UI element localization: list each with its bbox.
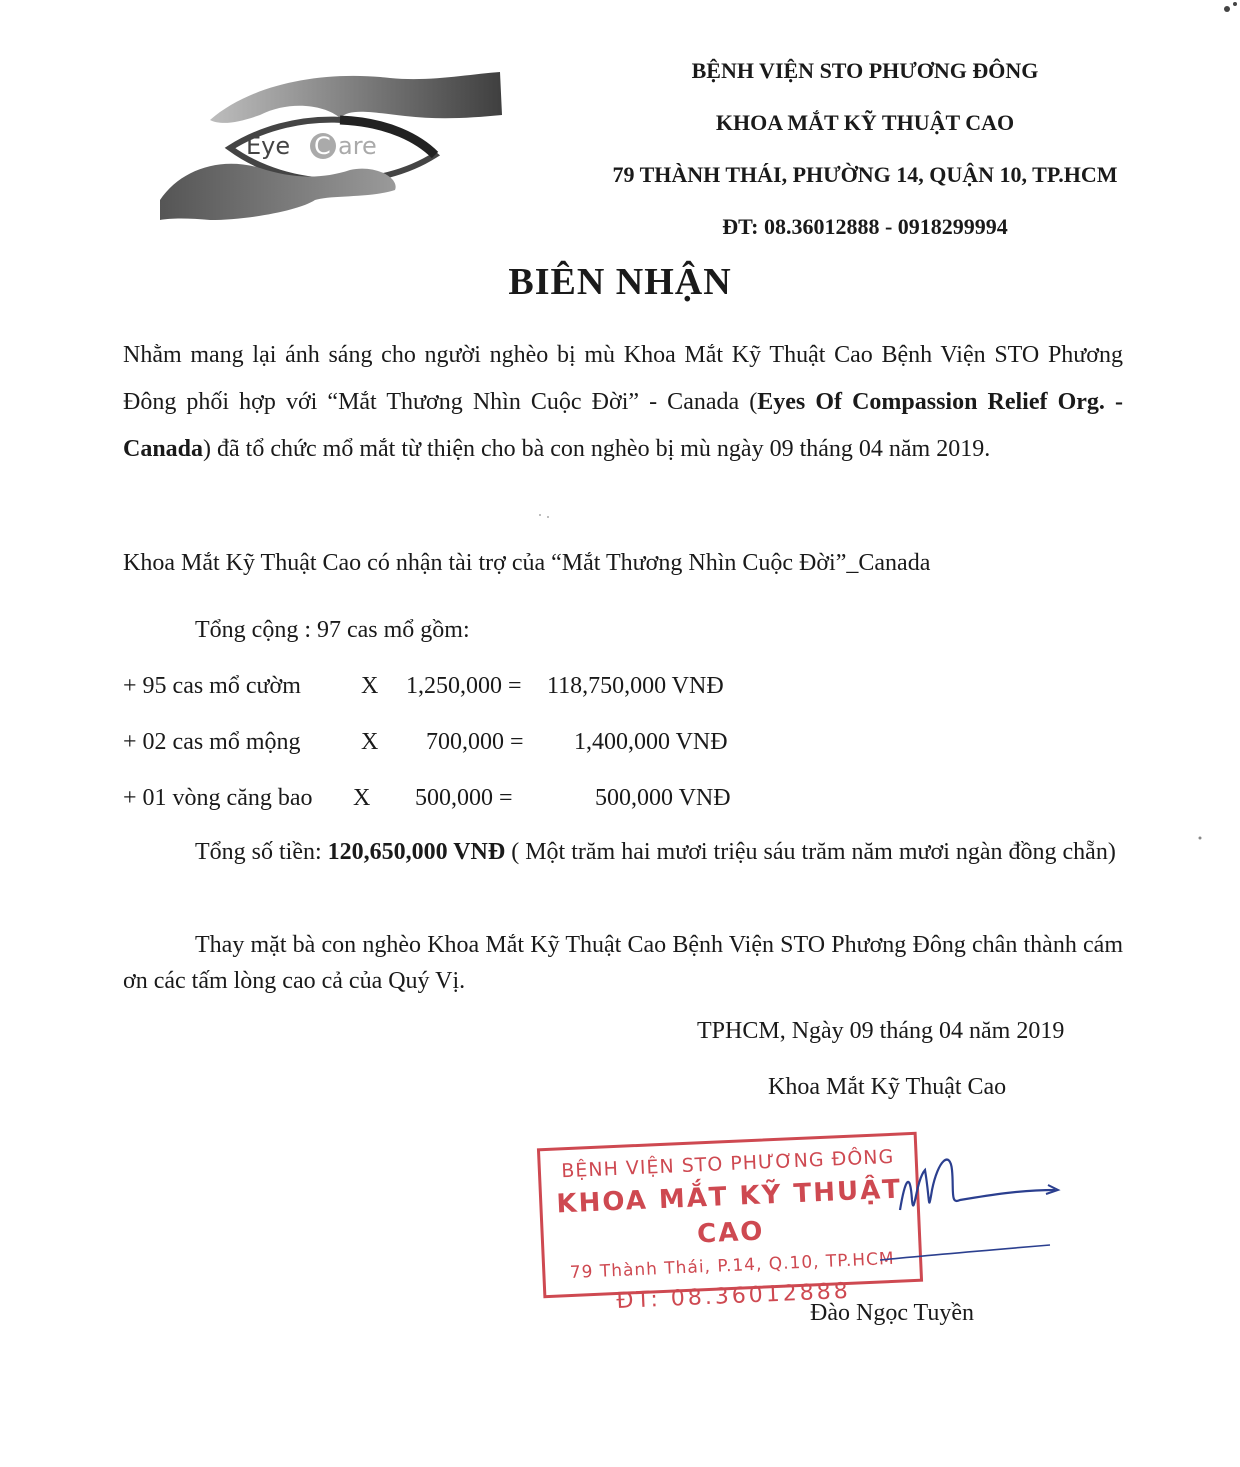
date-line: TPHCM, Ngày 09 tháng 04 năm 2019 bbox=[697, 1018, 1065, 1044]
item-unit-price: 1,250,000 = bbox=[406, 673, 522, 699]
svg-text:are: are bbox=[338, 132, 377, 160]
signing-department: Khoa Mắt Kỹ Thuật Cao bbox=[768, 1074, 1007, 1100]
list-item bbox=[123, 778, 923, 818]
item-description: + 02 cas mổ mộng bbox=[123, 729, 301, 755]
hospital-header bbox=[560, 52, 1170, 260]
organization-name: Eyes Of Compassion Relief Org. - Canada bbox=[123, 389, 1123, 462]
eye-care-logo bbox=[150, 60, 510, 230]
thanks-text: Thay mặt bà con nghèo Khoa Mắt Kỹ Thuật Cao Bệnh Viện STO Phương Đông chân thành cám ơn các tấm lòng cao cả của Quý Vị. bbox=[123, 932, 1123, 994]
logo-text: Eye bbox=[246, 132, 291, 160]
signature-icon bbox=[880, 1140, 1080, 1270]
intro-text-2: ) đã tổ chức mổ mắt từ thiện cho bà con nghèo bị mù ngày 09 tháng 04 năm 2019. bbox=[203, 436, 991, 462]
intro-paragraph bbox=[123, 332, 1123, 473]
document-title: BIÊN NHẬN bbox=[508, 261, 732, 303]
stamp-line-1: BỆNH VIỆN STO PHƯƠNG ĐÔNG bbox=[560, 1145, 895, 1183]
item-multiply: X bbox=[361, 673, 379, 699]
hospital-phone: ĐT: 08.36012888 - 0918299994 bbox=[722, 214, 1008, 239]
sponsorship-paragraph: Khoa Mắt Kỹ Thuật Cao có nhận tài trợ của “Mắt Thương Nhìn Cuộc Đời”_Canada bbox=[123, 550, 931, 576]
total-amount-paragraph bbox=[123, 834, 1123, 870]
total-cases: Tổng cộng : 97 cas mổ gồm: bbox=[195, 617, 470, 643]
svg-text:C: C bbox=[314, 132, 331, 160]
list-item bbox=[123, 666, 923, 706]
stamp-line-2: KHOA MẮT KỸ THUẬT CAO bbox=[555, 1174, 903, 1250]
item-description: + 01 vòng căng bao bbox=[123, 785, 313, 811]
intro-text-1: Nhằm mang lại ánh sáng cho người nghèo bị mù Khoa Mắt Kỹ Thuật Cao Bệnh Viện STO Phương Đông phối hợp với “Mắt Thương Nhìn Cuộc Đời” - Canada ( bbox=[123, 342, 1123, 415]
hospital-address: 79 THÀNH THÁI, PHƯỜNG 14, QUẬN 10, TP.HCM bbox=[612, 162, 1118, 187]
item-unit-price: 500,000 = bbox=[415, 785, 513, 811]
department-name: KHOA MẮT KỸ THUẬT CAO bbox=[715, 110, 1015, 135]
item-description: + 95 cas mổ cườm bbox=[123, 673, 301, 699]
item-amount: 1,400,000 VNĐ bbox=[574, 729, 728, 755]
list-item bbox=[123, 722, 923, 762]
hospital-name: BỆNH VIỆN STO PHƯƠNG ĐÔNG bbox=[691, 58, 1039, 83]
total-label: Tổng số tiền: bbox=[195, 839, 328, 865]
item-unit-price: 700,000 = bbox=[426, 729, 524, 755]
total-in-words: ( Một trăm hai mươi triệu sáu trăm năm mươi ngàn đồng chẵn) bbox=[505, 839, 1116, 865]
stamp-line-4: ĐT: 08.36012888 bbox=[615, 1278, 852, 1315]
stamp-line-3: 79 Thành Thái, P.14, Q.10, TP.HCM bbox=[569, 1248, 896, 1284]
red-stamp bbox=[537, 1132, 923, 1315]
item-amount: 118,750,000 VNĐ bbox=[547, 673, 724, 699]
thanks-paragraph bbox=[123, 927, 1123, 999]
item-multiply: X bbox=[353, 785, 371, 811]
item-amount: 500,000 VNĐ bbox=[595, 785, 731, 811]
total-amount: 120,650,000 VNĐ bbox=[327, 839, 506, 865]
signer-name: Đào Ngọc Tuyền bbox=[810, 1300, 975, 1326]
item-multiply: X bbox=[361, 729, 379, 755]
